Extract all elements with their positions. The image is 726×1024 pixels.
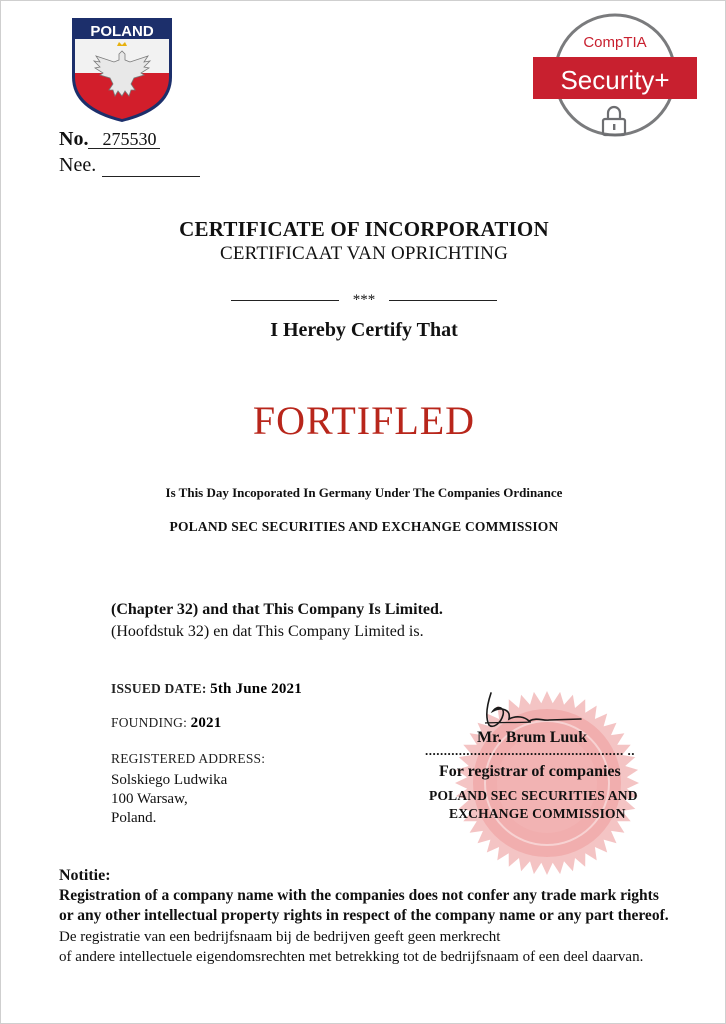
number-value: 275530 bbox=[88, 130, 160, 149]
divider-stars: *** bbox=[352, 291, 376, 308]
notice-title: Notitie: bbox=[59, 867, 111, 884]
founding-label: FOUNDING: bbox=[111, 715, 188, 730]
title-english: CERTIFICATE OF INCORPORATION bbox=[179, 217, 549, 241]
security-plus-text: Security+ bbox=[560, 65, 670, 95]
certify-text: I Hereby Certify That bbox=[270, 319, 458, 341]
incorporation-text: Is This Day Incoporated In Germany Under The Companies Ordinance bbox=[165, 485, 563, 500]
notice-dutch-line-1: De registratie van een bedrijfsnaam bij de bedrijven geeft geen merkrecht bbox=[59, 929, 501, 945]
issued-date-value: 5th June 2021 bbox=[210, 681, 302, 697]
nee-blank bbox=[102, 160, 200, 177]
notice-dutch-line-2: of andere intellectuele eigendomsrechten met betrekking tot de bedrijfsnaam of een deel daarvan. bbox=[59, 949, 644, 965]
number-label: No. bbox=[59, 128, 89, 150]
signatory-org-line-1: POLAND SEC SECURITIES AND bbox=[429, 788, 638, 803]
address-line: Poland. bbox=[111, 810, 157, 826]
founding-value: 2021 bbox=[190, 715, 222, 731]
signature-dotted-line: ..................................................... .. bbox=[425, 743, 635, 758]
nee-line bbox=[59, 154, 200, 177]
nee-label: Nee. bbox=[59, 154, 97, 176]
notice-english-line-2: or any other intellectual property rights in respect of the company name or any part thereof. bbox=[59, 907, 669, 924]
company-name: FORTIFLED bbox=[252, 398, 476, 443]
lock-icon bbox=[603, 107, 625, 135]
registered-address bbox=[111, 771, 227, 828]
address-line: Solskiego Ludwika bbox=[111, 772, 228, 788]
registered-address-label: REGISTERED ADDRESS: bbox=[111, 751, 266, 766]
signatory-role: For registrar of companies bbox=[439, 763, 621, 780]
founding bbox=[111, 715, 221, 732]
issued-date bbox=[111, 681, 302, 698]
signatory-org-line-2: EXCHANGE COMMISSION bbox=[449, 806, 626, 821]
signature-icon bbox=[477, 687, 587, 731]
address-line: 100 Warsaw, bbox=[111, 791, 188, 807]
title-dutch: CERTIFICAAT VAN OPRICHTING bbox=[219, 243, 509, 264]
comptia-brand-text: CompTIA bbox=[583, 34, 647, 51]
commission-name: POLAND SEC SECURITIES AND EXCHANGE COMMISSION bbox=[169, 519, 559, 534]
notice-english-line-1: Registration of a company name with the companies does not confer any trade mark rights bbox=[59, 887, 659, 904]
signatory-name: Mr. Brum Luuk bbox=[477, 729, 588, 746]
badge-country-label: POLAND bbox=[90, 23, 154, 40]
title-divider bbox=[1, 291, 726, 309]
certificate-number bbox=[59, 128, 160, 151]
chapter-english: (Chapter 32) and that This Company Is Limited. bbox=[111, 601, 443, 618]
comptia-security-plus-logo bbox=[529, 9, 699, 141]
issued-date-label: ISSUED DATE: bbox=[111, 681, 207, 696]
poland-eagle-badge-icon bbox=[69, 15, 175, 123]
chapter-dutch: (Hoofdstuk 32) en dat This Company Limited is. bbox=[111, 623, 424, 640]
